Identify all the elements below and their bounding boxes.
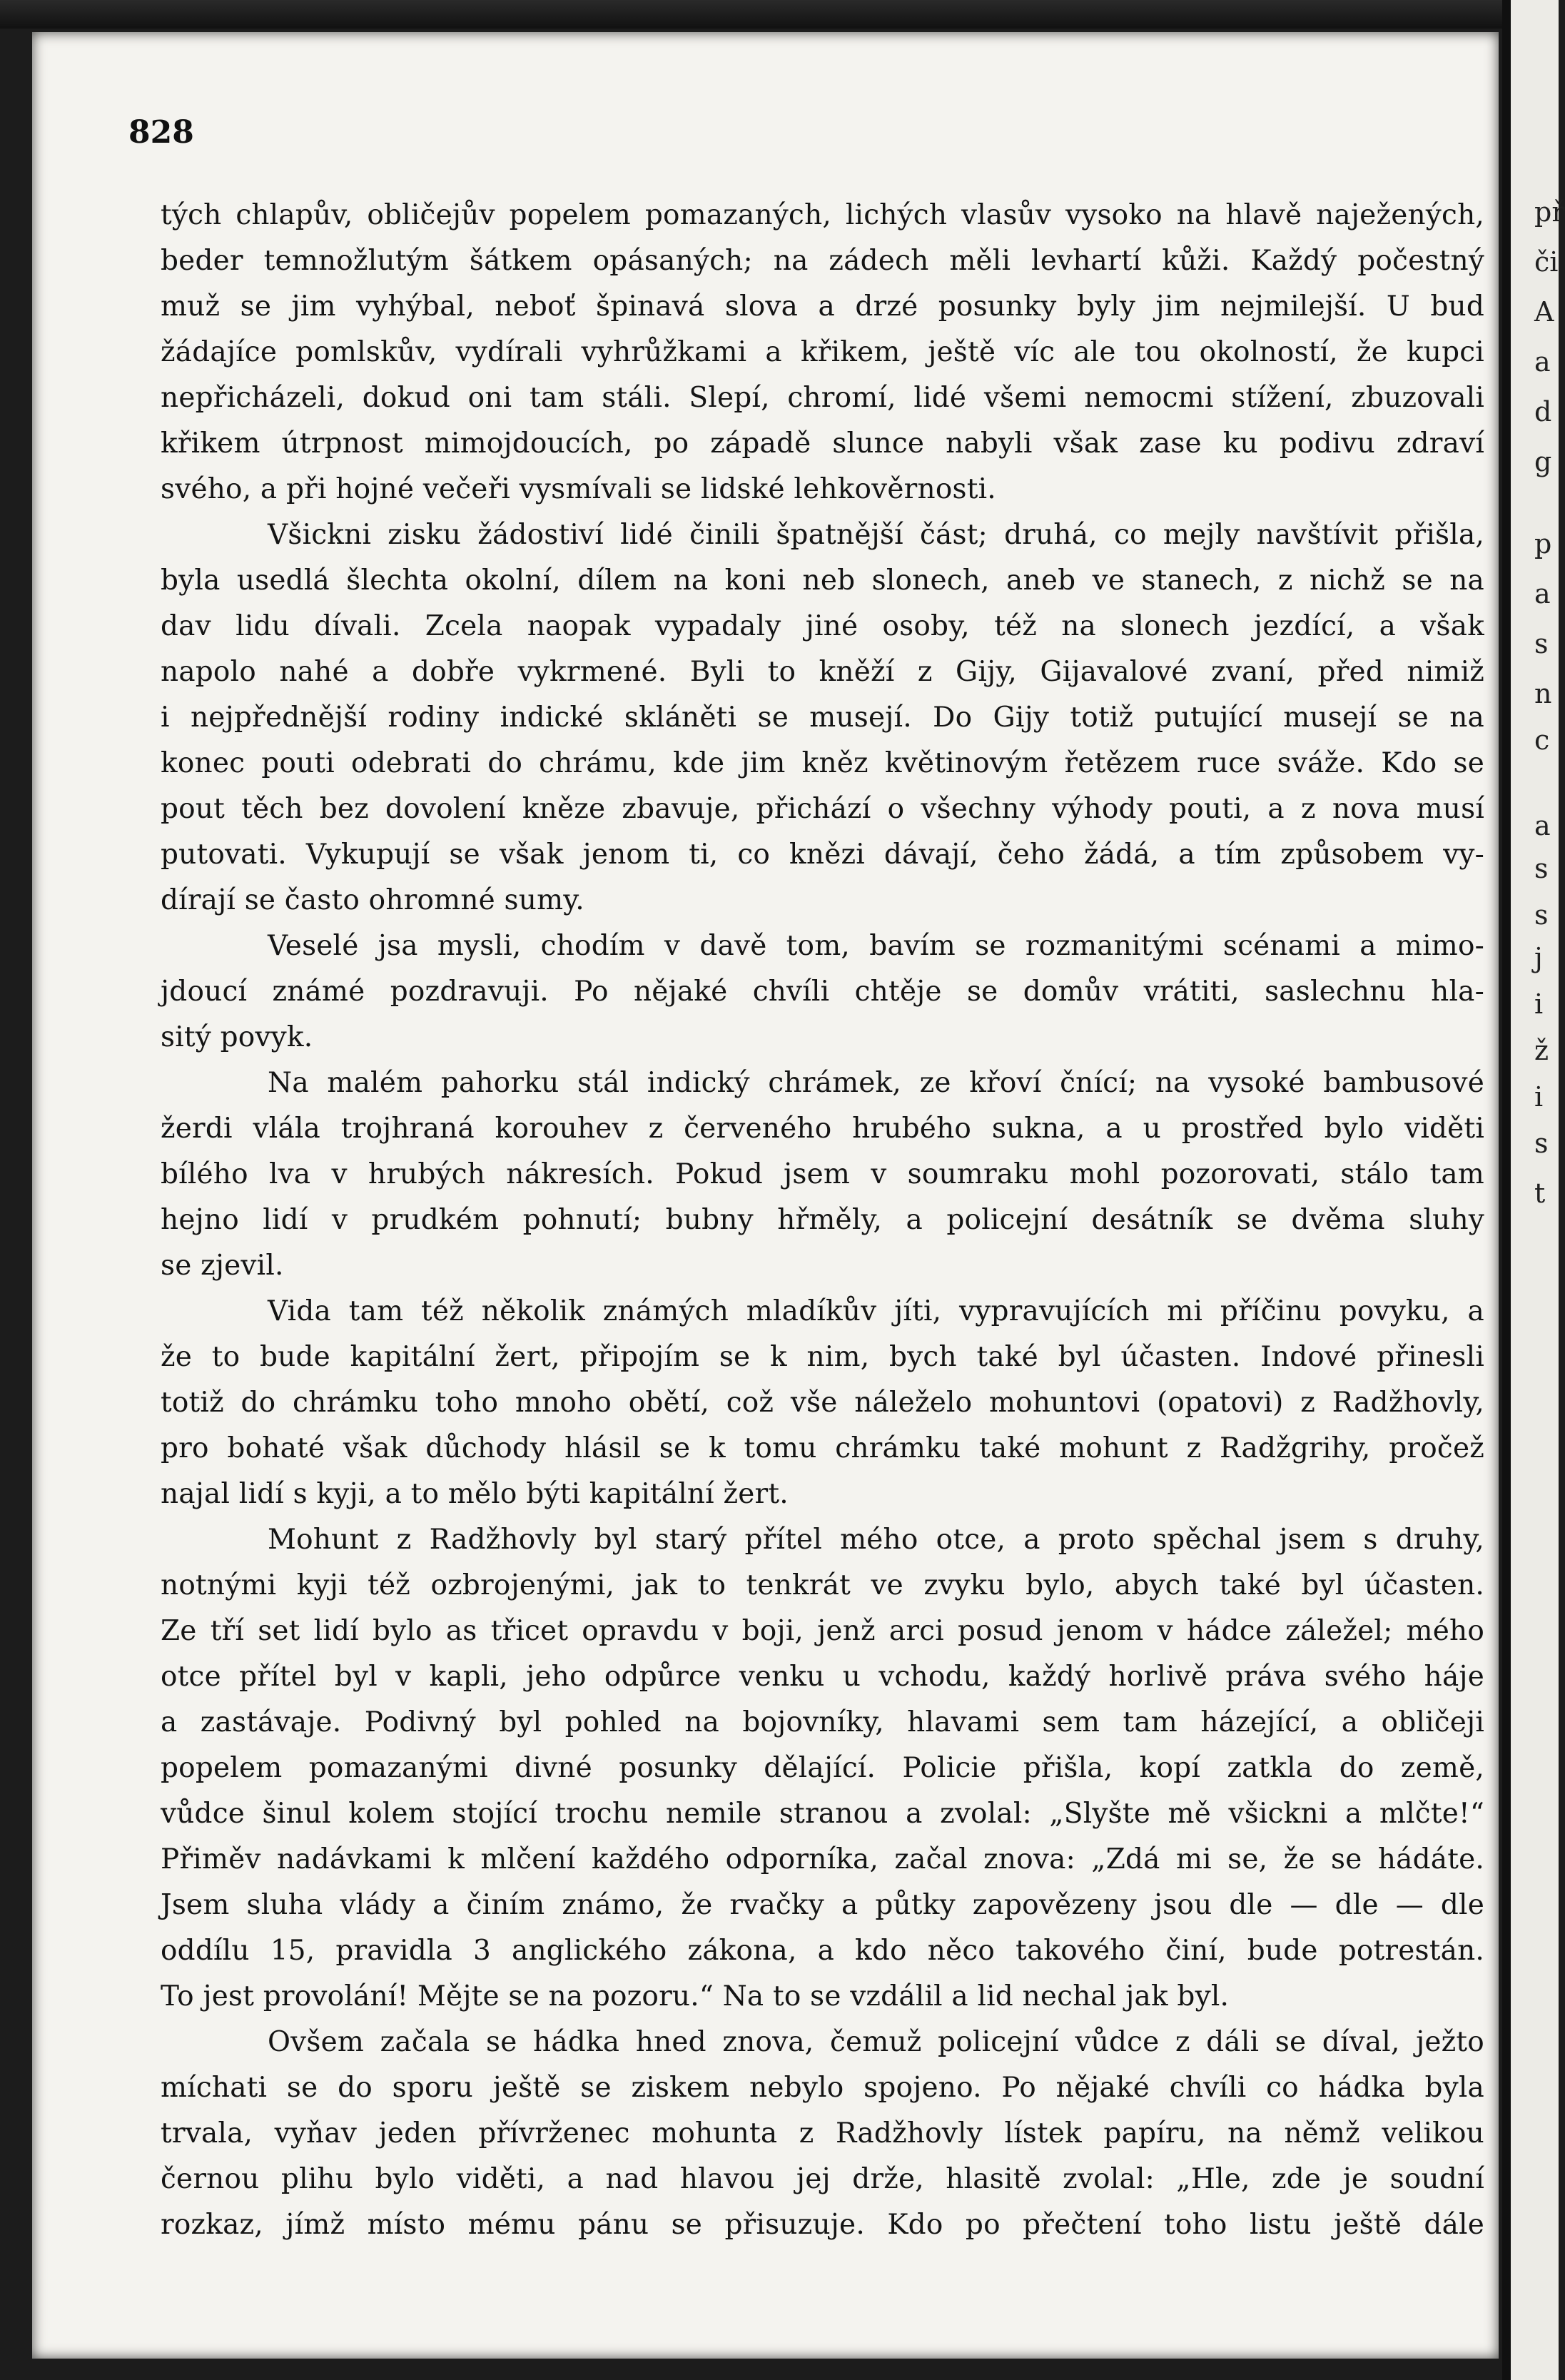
text-line: žerdi vlála trojhraná korouhev z červeného hrubého sukna, a u prostřed bylo viděti: [161, 1113, 1484, 1145]
text-line: oddílu 15, pravidla 3 anglického zákona, a kdo něco takového činí, bude potrestán.: [161, 1935, 1484, 1967]
facing-page-letter: a: [1534, 346, 1551, 378]
text-line: že to bude kapitální žert, připojím se k nim, bych také byl účasten. Indové přinesli: [161, 1341, 1484, 1373]
facing-page-letter: n: [1534, 678, 1552, 709]
text-line: To jest provolání! Mějte se na pozoru.“ Na to se vzdálil a lid nechal jak byl.: [161, 1980, 1230, 2012]
text-line: hejno lidí v prudkém pohnutí; bubny hřměly, a policejní desátník se dvěma sluhy: [161, 1204, 1484, 1236]
text-line: žádajíce pomlskův, vydírali vyhrůžkami a křikem, ještě víc ale tou okolností, že kupci: [161, 336, 1484, 368]
facing-page-letter: A: [1534, 296, 1554, 328]
text-line: nepřicházeli, dokud oni tam stáli. Slepí, chromí, lidé všemi nemocmi stížení, zbuzovali: [161, 382, 1484, 414]
text-line: Jsem sluha vlády a činím známo, že rvačky a půtky zapovězeny jsou dle — dle — dle: [161, 1889, 1484, 1921]
facing-page-letter: s: [1534, 899, 1549, 931]
facing-page-letter: př: [1534, 196, 1565, 228]
text-line: rozkaz, jímž místo mému pánu se přisuzuje. Kdo po přečtení toho listu ještě dále: [161, 2209, 1484, 2241]
facing-page-letter: g: [1534, 446, 1552, 477]
text-line: vůdce šinul kolem stojící trochu nemile stranou a zvolal: „Slyšte mě všickni a mlčte!“: [161, 1798, 1484, 1830]
text-line: Vida tam též několik známých mladíkův jíti, vypravujících mi příčinu povyku, a: [268, 1295, 1484, 1327]
text-line: tých chlapův, obličejův popelem pomazaných, lichých vlasův vysoko na hlavě naježených,: [161, 199, 1484, 231]
facing-page-letter: s: [1534, 853, 1549, 884]
facing-page-letter: i: [1534, 1081, 1544, 1113]
text-line: Přiměv nadávkami k mlčení každého odporníka, začal znova: „Zdá mi se, že se hádáte.: [161, 1843, 1484, 1875]
page-gutter: [1502, 0, 1511, 2380]
text-line: sitý povyk.: [161, 1021, 313, 1053]
text-line: byla usedlá šlechta okolní, dílem na koni neb slonech, aneb ve stanech, z nichž se na: [161, 564, 1484, 597]
facing-page-letter: d: [1534, 396, 1552, 427]
text-line: se zjevil.: [161, 1250, 284, 1282]
text-line: pout těch bez dovolení kněze zbavuje, přichází o všechny výhody pouti, a z nova musí: [161, 793, 1484, 825]
text-line: trvala, vyňav jeden přívrženec mohunta z Radžhovly lístek papíru, na němž velikou: [161, 2117, 1484, 2149]
text-line: beder temnožlutým šátkem opásaných; na zádech měli levhartí kůži. Každý počestný: [161, 245, 1484, 277]
text-line: napolo nahé a dobře vykrmené. Byli to kněží z Gijy, Gijavalové zvaní, před nimiž: [161, 656, 1484, 688]
text-line: Ovšem začala se hádka hned znova, čemuž policejní vůdce z dáli se díval, ježto: [268, 2026, 1484, 2058]
text-line: Ze tří set lidí bylo as třicet opravdu v boji, jenž arci posud jenom v hádce záležel; mého: [161, 1615, 1484, 1647]
text-line: muž se jim vyhýbal, neboť špinavá slova a drzé posunky byly jim nejmilejší. U bud: [161, 290, 1484, 323]
text-line: Mohunt z Radžhovly byl starý přítel mého otce, a proto spěchal jsem s druhy,: [268, 1524, 1484, 1556]
facing-page-letter: t: [1534, 1178, 1546, 1209]
facing-page-letter: s: [1534, 1128, 1549, 1159]
scan-background: [0, 0, 1559, 29]
facing-page-letter: a: [1534, 578, 1551, 609]
text-line: svého, a při hojné večeři vysmívali se lidské lehkověrnosti.: [161, 473, 996, 505]
text-line: míchati se do sporu ještě se ziskem nebylo spojeno. Po nějaké chvíli co hádka byla: [161, 2072, 1484, 2104]
facing-page-letter: c: [1534, 724, 1550, 756]
text-line: a zastávaje. Podivný byl pohled na bojovníky, hlavami sem tam házející, a obličeji: [161, 1706, 1484, 1738]
text-line: otce přítel byl v kapli, jeho odpůrce venku u vchodu, každý horlivě práva svého háje: [161, 1661, 1484, 1693]
text-line: i nejpřednější rodiny indické skláněti se musejí. Do Gijy totiž putující musejí se na: [161, 702, 1484, 734]
facing-page-letter: s: [1534, 628, 1549, 659]
text-line: konec pouti odebrati do chrámu, kde jim kněz květinovým řetězem ruce sváže. Kdo se: [161, 747, 1484, 779]
facing-page-letter: ž: [1534, 1035, 1549, 1066]
text-line: Veselé jsa mysli, chodím v davě tom, bavím se rozmanitými scénami a mimo-: [268, 930, 1484, 962]
text-line: totiž do chrámku toho mnoho obětí, což vše náleželo mohuntovi (opatovi) z Radžhovly,: [161, 1387, 1484, 1419]
text-line: černou plihu bylo viděti, a nad hlavou jej drže, hlasitě zvolal: „Hle, zde je soudní: [161, 2163, 1484, 2195]
text-line: bílého lva v hrubých nákresích. Pokud jsem v soumraku mohl pozorovati, stálo tam: [161, 1158, 1484, 1190]
facing-page-letter: i: [1534, 988, 1544, 1020]
text-line: notnými kyji též ozbrojenými, jak to tenkrát ve zvyku bylo, abych také byl účasten.: [161, 1569, 1484, 1601]
text-line: dírají se často ohromné sumy.: [161, 884, 584, 916]
facing-page-letter: j: [1534, 942, 1543, 973]
text-line: jdoucí známé pozdravuji. Po nějaké chvíli chtěje se domův vrátiti, saslechnu hla-: [161, 976, 1484, 1008]
body-text: [161, 193, 1484, 2248]
text-line: putovati. Vykupují se však jenom ti, co knězi dávají, čeho žádá, a tím způsobem vy-: [161, 839, 1484, 871]
text-line: najal lidí s kyji, a to mělo býti kapitální žert.: [161, 1478, 789, 1510]
text-line: Na malém pahorku stál indický chrámek, ze křoví čnící; na vysoké bambusové: [268, 1067, 1484, 1099]
facing-page-letter: p: [1534, 528, 1552, 559]
page-number: 828: [128, 114, 194, 151]
text-line: popelem pomazanými divné posunky dělající. Policie přišla, kopí zatkla do země,: [161, 1752, 1484, 1784]
text-line: dav lidu dívali. Zcela naopak vypadaly jiné osoby, též na slonech jezdící, a však: [161, 610, 1484, 642]
text-line: pro bohaté však důchody hlásil se k tomu chrámku také mohunt z Radžgrihy, pročež: [161, 1432, 1484, 1464]
text-line: křikem útrpnost mimojdoucích, po západě slunce nabyli však zase ku podivu zdraví: [161, 427, 1484, 460]
facing-page-letter: či: [1534, 246, 1559, 278]
facing-page-letter: a: [1534, 810, 1551, 841]
text-line: Všickni zisku žádostiví lidé činili špatnější část; druhá, co mejly navštívit přišla,: [268, 519, 1484, 551]
